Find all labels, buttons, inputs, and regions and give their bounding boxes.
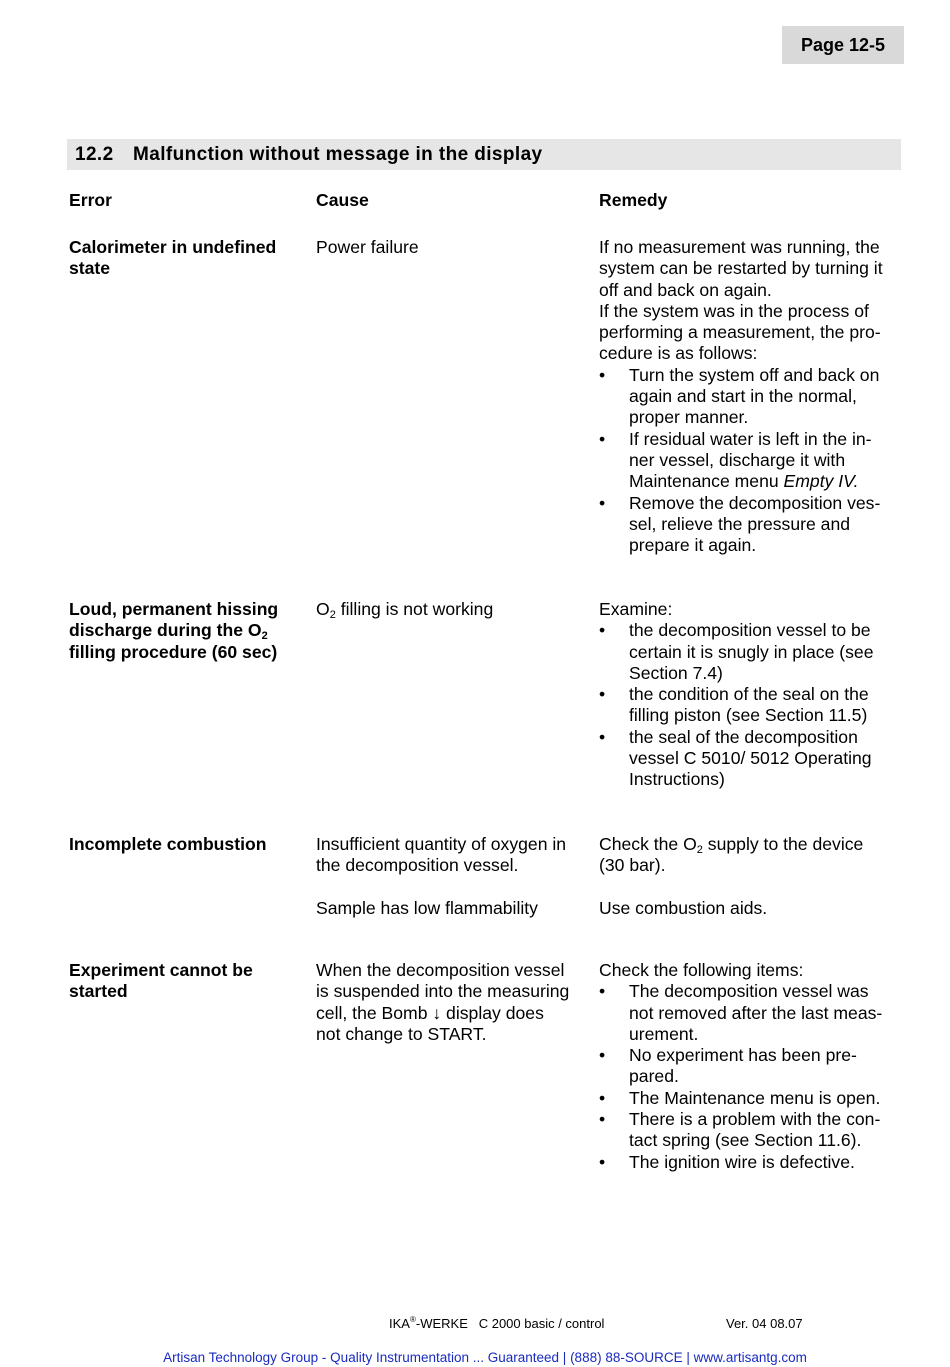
remedy-line: Use combustion aids. xyxy=(599,897,768,918)
menu-name: Empty IV. xyxy=(783,471,859,492)
bullet-item xyxy=(599,981,899,1045)
bullet-item xyxy=(599,1088,899,1109)
bullet-line: The decomposition vessel was xyxy=(629,981,869,1002)
bullet-line: again and start in the normal, xyxy=(629,386,857,407)
bullet-icon: • xyxy=(599,981,606,1002)
bullet-item xyxy=(599,1152,899,1173)
header-cause: Cause xyxy=(316,190,369,210)
cause-line: Sample has low flammability xyxy=(316,897,538,918)
error-line: discharge during the $O_2$ xyxy=(69,620,268,643)
bullet-icon: • xyxy=(599,726,606,747)
page-number-tab: Page 12-5 xyxy=(782,26,904,64)
bullet-icon: • xyxy=(599,620,606,641)
bullet-icon: • xyxy=(599,1151,606,1172)
bullet-item xyxy=(599,1109,899,1152)
bullet-line: Instructions) xyxy=(629,769,725,790)
cause-line: cell, the Bomb ↓ display does xyxy=(316,1002,544,1023)
remedy-line: performing a measurement, the pro- xyxy=(599,322,881,343)
bullet-line: proper manner. xyxy=(629,407,749,428)
section-title: Malfunction without message in the display xyxy=(133,144,543,165)
bullet-icon: • xyxy=(599,492,606,513)
remedy-line: system can be restarted by turning it xyxy=(599,258,883,279)
bullet-icon: • xyxy=(599,1109,606,1130)
bullet-icon: • xyxy=(599,364,606,385)
footer-source-link[interactable]: Artisan Technology Group - Quality Instrumentation ... Guaranteed | (888) 88-SOURCE | www.artisantg.com xyxy=(163,1350,807,1365)
bullet-line: sel, relieve the pressure and xyxy=(629,513,851,534)
bullet-line: If residual water is left in the in- xyxy=(629,428,872,449)
bullet-line: certain it is snugly in place (see xyxy=(629,641,874,662)
bullet-line: filling piston (see Section 11.5) xyxy=(629,705,868,726)
section-heading xyxy=(67,139,901,170)
bullet-item xyxy=(599,1045,899,1088)
bullet-line: the seal of the decomposition xyxy=(629,726,858,747)
row1-remedy xyxy=(599,237,899,556)
bullet-item xyxy=(599,429,899,493)
cause-line: When the decomposition vessel xyxy=(316,960,565,980)
footer-version: Ver. 04 08.07 xyxy=(726,1316,803,1331)
bullet-line: vessel C 5010/ 5012 Operating xyxy=(629,748,872,769)
bullet-text: Maintenance menu xyxy=(629,471,784,492)
bullet-line: urement. xyxy=(629,1023,699,1044)
remedy-line: off and back on again. xyxy=(599,279,772,300)
row1-cause: Power failure xyxy=(316,237,419,257)
error-line: Loud, permanent hissing xyxy=(69,599,279,619)
row4-error xyxy=(69,960,299,1003)
remedy-intro: Examine: xyxy=(599,599,673,619)
bullet-line: Remove the decomposition ves- xyxy=(629,492,881,513)
row4-cause xyxy=(316,960,586,1045)
bullet-item xyxy=(599,684,899,727)
header-error: Error xyxy=(69,190,113,210)
bullet-line: No experiment has been pre- xyxy=(629,1045,857,1066)
bullet-line: There is a problem with the con- xyxy=(629,1109,881,1130)
row2-remedy xyxy=(599,599,899,791)
row3-error: Incomplete combustion xyxy=(69,834,267,854)
error-line: filling procedure (60 sec) xyxy=(69,641,278,662)
bullet-line xyxy=(629,471,899,492)
bullet-icon: • xyxy=(599,684,606,705)
bullet-line: prepare it again. xyxy=(629,535,757,556)
cause-line: the decomposition vessel. xyxy=(316,855,519,876)
row4-remedy xyxy=(599,960,899,1173)
remedy-line: cedure is as follows: xyxy=(599,343,758,364)
remedy-intro: Check the following items: xyxy=(599,960,804,980)
footer-product: IKA®-WERKE C 2000 basic / control xyxy=(389,1315,605,1331)
bullet-item xyxy=(599,365,899,429)
bullet-line: The Maintenance menu is open. xyxy=(629,1087,881,1108)
bullet-line: the condition of the seal on the xyxy=(629,684,869,705)
bullet-line: tact spring (see Section 11.6). xyxy=(629,1130,862,1151)
cause-line: not change to START. xyxy=(316,1023,487,1044)
cause-line: Insufficient quantity of oxygen in xyxy=(316,834,567,854)
row3-remedy xyxy=(599,834,899,919)
bullet-line: Turn the system off and back on xyxy=(629,364,880,385)
bullet-line: not removed after the last meas- xyxy=(629,1002,883,1023)
remedy-line: Check the $O_2$ supply to the device xyxy=(599,834,864,856)
bullet-line: The ignition wire is defective. xyxy=(629,1151,855,1172)
section-number: 12.2 xyxy=(75,144,114,165)
row1-error: Calorimeter in undefined state xyxy=(69,237,277,279)
remedy-line: If no measurement was running, the xyxy=(599,237,880,257)
bullet-item xyxy=(599,727,899,791)
bullet-icon: • xyxy=(599,1087,606,1108)
error-line: started xyxy=(69,981,128,1002)
bullet-item xyxy=(599,493,899,557)
header-remedy: Remedy xyxy=(599,190,668,210)
bullet-line: the decomposition vessel to be xyxy=(629,620,871,641)
bullet-item xyxy=(599,620,899,684)
remedy-line: (30 bar). xyxy=(599,855,666,876)
bullet-icon: • xyxy=(599,428,606,449)
remedy-line: If the system was in the process of xyxy=(599,300,869,321)
bullet-line: pared. xyxy=(629,1066,679,1087)
row2-error xyxy=(69,599,299,663)
bullet-line: ner vessel, discharge it with xyxy=(629,449,846,470)
error-line: Experiment cannot be xyxy=(69,960,253,980)
row2-cause: $O_2$ filling is not working xyxy=(316,599,494,621)
row3-cause xyxy=(316,834,586,919)
bullet-line: Section 7.4) xyxy=(629,662,723,683)
cause-line: is suspended into the measuring xyxy=(316,981,570,1002)
bullet-icon: • xyxy=(599,1045,606,1066)
